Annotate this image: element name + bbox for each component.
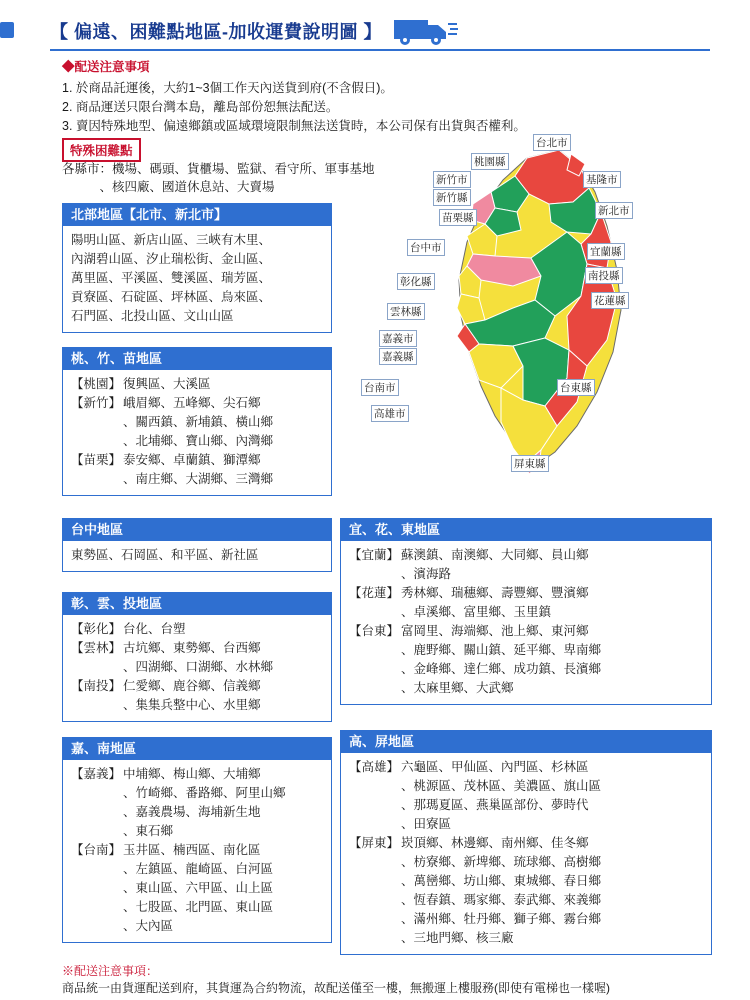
map-label: 花蓮縣: [591, 292, 629, 309]
row-value: 中埔鄉、梅山鄉、大埔鄉: [123, 767, 261, 781]
section-yilan-hualien-taitung: [340, 518, 712, 705]
list-item: 、卓溪鄉、富里鄉、玉里鎮: [401, 605, 552, 619]
list-item: 、北埔鄉、寶山鄉、內灣鄉: [123, 434, 274, 448]
map-label: 南投縣: [585, 267, 623, 284]
map-label: 雲林縣: [387, 303, 425, 320]
section-taichung-title: 台中地區: [63, 519, 331, 541]
section-north-body: [63, 226, 331, 332]
map-label: 嘉義市: [379, 330, 417, 347]
row-label: 【宜蘭】: [349, 548, 400, 562]
row-label: 【嘉義】: [71, 767, 122, 781]
section-yhtd-body: [341, 541, 711, 704]
map-label: 新竹縣: [433, 189, 471, 206]
title-divider: [50, 49, 710, 51]
row-value: 富岡里、海端鄉、池上鄉、東河鄉: [401, 624, 589, 638]
map-label: 屏東縣: [511, 455, 549, 472]
list-item: 東勢區、石岡區、和平區、新社區: [71, 548, 259, 562]
page-title: 【 偏遠、困難點地區-加收運費說明圖 】: [50, 22, 382, 42]
list-item: 、太麻里鄉、大武鄉: [401, 681, 514, 695]
row-value: 蘇澳鎮、南澳鄉、大同鄉、員山鄉: [401, 548, 589, 562]
list-item: 、金峰鄉、達仁鄉、成功鎮、長濱鄉: [401, 662, 602, 676]
map-label: 桃園縣: [471, 153, 509, 170]
list-item: 、竹崎鄉、番路鄉、阿里山鄉: [123, 786, 286, 800]
list-item: 、集集兵整中心、水里鄉: [123, 698, 261, 712]
list-item: [349, 758, 703, 777]
notice-list: [62, 79, 702, 136]
list-item: [71, 620, 323, 639]
list-item: 石門區、北投山區、文山山區: [71, 309, 234, 323]
list-item: 1. 於商品託運後，大約1~3個工作天內送貨到府(不含假日)。: [62, 81, 393, 95]
row-value: 古坑鄉、東勢鄉、台西鄉: [123, 641, 261, 655]
row-value: 玉井區、楠西區、南化區: [123, 843, 261, 857]
list-item: 、七股區、北門區、東山區: [123, 900, 274, 914]
list-item: 、三地門鄉、核三廠: [401, 931, 514, 945]
page-edge-mark: [0, 22, 14, 38]
list-item: 、濱海路: [401, 567, 452, 581]
list-item: 、那瑪夏區、燕巢區部份、夢時代: [401, 798, 589, 812]
row-label: 【苗栗】: [71, 453, 122, 467]
list-item: 、左鎮區、龍崎區、白河區: [123, 862, 274, 876]
row-label: 【新竹】: [71, 396, 122, 410]
list-item: 貢寮區、石碇區、坪林區、烏來區、: [71, 290, 272, 304]
row-label: 【桃園】: [71, 377, 122, 391]
section-taichung-body: [63, 541, 331, 571]
page-title-row: [50, 14, 710, 48]
list-item: 2. 商品運送只限台灣本島，離島部份恕無法配送。: [62, 100, 339, 114]
list-item: 、東石鄉: [123, 824, 174, 838]
row-label: 【雲林】: [71, 641, 122, 655]
list-item: [71, 765, 323, 784]
map-label: 台中市: [407, 239, 445, 256]
list-item: 、關西鎮、新埔鎮、橫山鄉: [123, 415, 274, 429]
notice-heading: ◆配送注意事項: [62, 60, 150, 74]
list-item: [349, 584, 703, 603]
notice-block: [62, 58, 702, 136]
section-jnan-body: [63, 760, 331, 942]
list-item: [349, 546, 703, 565]
section-yhtd-title: 宜、花、東地區: [341, 519, 711, 541]
map-label: 宜蘭縣: [587, 243, 625, 260]
list-item: 內湖碧山區、汐止瑞松街、金山區、: [71, 252, 272, 266]
footer-note: [62, 963, 712, 997]
list-item: [71, 375, 323, 394]
list-item: 、恆春鎮、瑪家鄉、泰武鄉、來義鄉: [401, 893, 602, 907]
footer-line-2: 商品統一由貨運配送到府，其貨運為合約物流，故配送僅至一樓，無搬運上樓服務(即使有電梯也一樣喔): [62, 981, 610, 995]
list-item: 、嘉義農場、海埔新生地: [123, 805, 261, 819]
list-item: 、大內區: [123, 919, 174, 933]
list-item: [349, 834, 703, 853]
list-item: 、四湖鄉、口湖鄉、水林鄉: [123, 660, 274, 674]
map-label: 高雄市: [371, 405, 409, 422]
map-label: 嘉義縣: [379, 348, 417, 365]
row-value: 台化、台塑: [123, 622, 186, 636]
list-item: [71, 639, 323, 658]
section-tcm-body: [63, 370, 331, 495]
row-label: 【高雄】: [349, 760, 400, 774]
list-item: [71, 451, 323, 470]
delivery-truck-icon: [394, 16, 458, 46]
list-item: 3. 賣因特殊地型、偏遠鄉鎮或區域環境限制無法送貨時，本公司保有出貨與否權利。: [62, 119, 526, 133]
section-kaop-body: [341, 753, 711, 954]
section-jnan-title: 嘉、南地區: [63, 738, 331, 760]
list-item: 、萬巒鄉、坊山鄉、東城鄉、春日鄉: [401, 874, 602, 888]
section-chiayi-tainan: [62, 737, 332, 943]
section-taichung: [62, 518, 332, 572]
taiwan-region-map: [345, 130, 710, 510]
row-label: 【花蓮】: [349, 586, 400, 600]
list-item: 、枋寮鄉、新埤鄉、琉球鄉、高樹鄉: [401, 855, 602, 869]
row-label: 【屏東】: [349, 836, 400, 850]
row-label: 【南投】: [71, 679, 122, 693]
footer-line-1: ※配送注意事項：: [62, 964, 159, 978]
row-value: 泰安鄉、卓蘭鎮、獅潭鄉: [123, 453, 261, 467]
row-label: 【台東】: [349, 624, 400, 638]
map-label: 台南市: [361, 379, 399, 396]
list-item: 陽明山區、新店山區、三峽有木里、: [71, 233, 272, 247]
list-item: 、滿州鄉、牡丹鄉、獅子鄉、霧台鄉: [401, 912, 602, 926]
list-item: [71, 394, 323, 413]
map-label: 台北市: [533, 134, 571, 151]
list-item: [349, 622, 703, 641]
row-label: 【彰化】: [71, 622, 122, 636]
section-taoyuan-hsinchu-miaoli: [62, 347, 332, 496]
section-kaohsiung-pingtung: [340, 730, 712, 955]
map-label: 苗栗縣: [439, 209, 477, 226]
map-label: 彰化縣: [397, 273, 435, 290]
row-label: 【台南】: [71, 843, 122, 857]
list-item: [71, 841, 323, 860]
special-difficulty-tag: 特殊困難點: [62, 138, 141, 162]
list-item: 、東山區、六甲區、山上區: [123, 881, 274, 895]
row-value: 崁頂鄉、林邊鄉、南州鄉、佳冬鄉: [401, 836, 589, 850]
map-label: 基隆市: [583, 171, 621, 188]
list-item: 、南庄鄉、大湖鄉、三灣鄉: [123, 472, 274, 486]
row-value: 仁愛鄉、鹿谷鄉、信義鄉: [123, 679, 261, 693]
list-item: [71, 677, 323, 696]
map-label: 新竹市: [433, 171, 471, 188]
section-chyn-body: [63, 615, 331, 721]
section-changhua-yunlin-nantou: [62, 592, 332, 722]
list-item: 、田寮區: [401, 817, 452, 831]
special-difficulty-body: [62, 160, 392, 196]
row-value: 復興區、大溪區: [123, 377, 211, 391]
section-chyn-title: 彰、雲、投地區: [63, 593, 331, 615]
list-item: 萬里區、平溪區、雙溪區、瑞芳區、: [71, 271, 272, 285]
list-item: 、鹿野鄉、關山鎮、延平鄉、卑南鄉: [401, 643, 602, 657]
special-line: 、核四廠、國道休息站、大賣場: [62, 180, 275, 194]
section-kaop-title: 高、屏地區: [341, 731, 711, 753]
row-value: 秀林鄉、瑞穗鄉、壽豐鄉、豐濱鄉: [401, 586, 589, 600]
special-line: 各縣市：機場、碼頭、貨櫃場、監獄、看守所、軍事基地: [62, 162, 375, 176]
row-value: 峨眉鄉、五峰鄉、尖石鄉: [123, 396, 261, 410]
section-north: [62, 203, 332, 333]
map-label: 台東縣: [557, 379, 595, 396]
section-north-title: 北部地區【北市、新北市】: [63, 204, 331, 226]
section-tcm-title: 桃、竹、苗地區: [63, 348, 331, 370]
list-item: 、桃源區、茂林區、美濃區、旗山區: [401, 779, 602, 793]
map-label: 新北市: [595, 202, 633, 219]
row-value: 六龜區、甲仙區、內門區、杉林區: [401, 760, 589, 774]
